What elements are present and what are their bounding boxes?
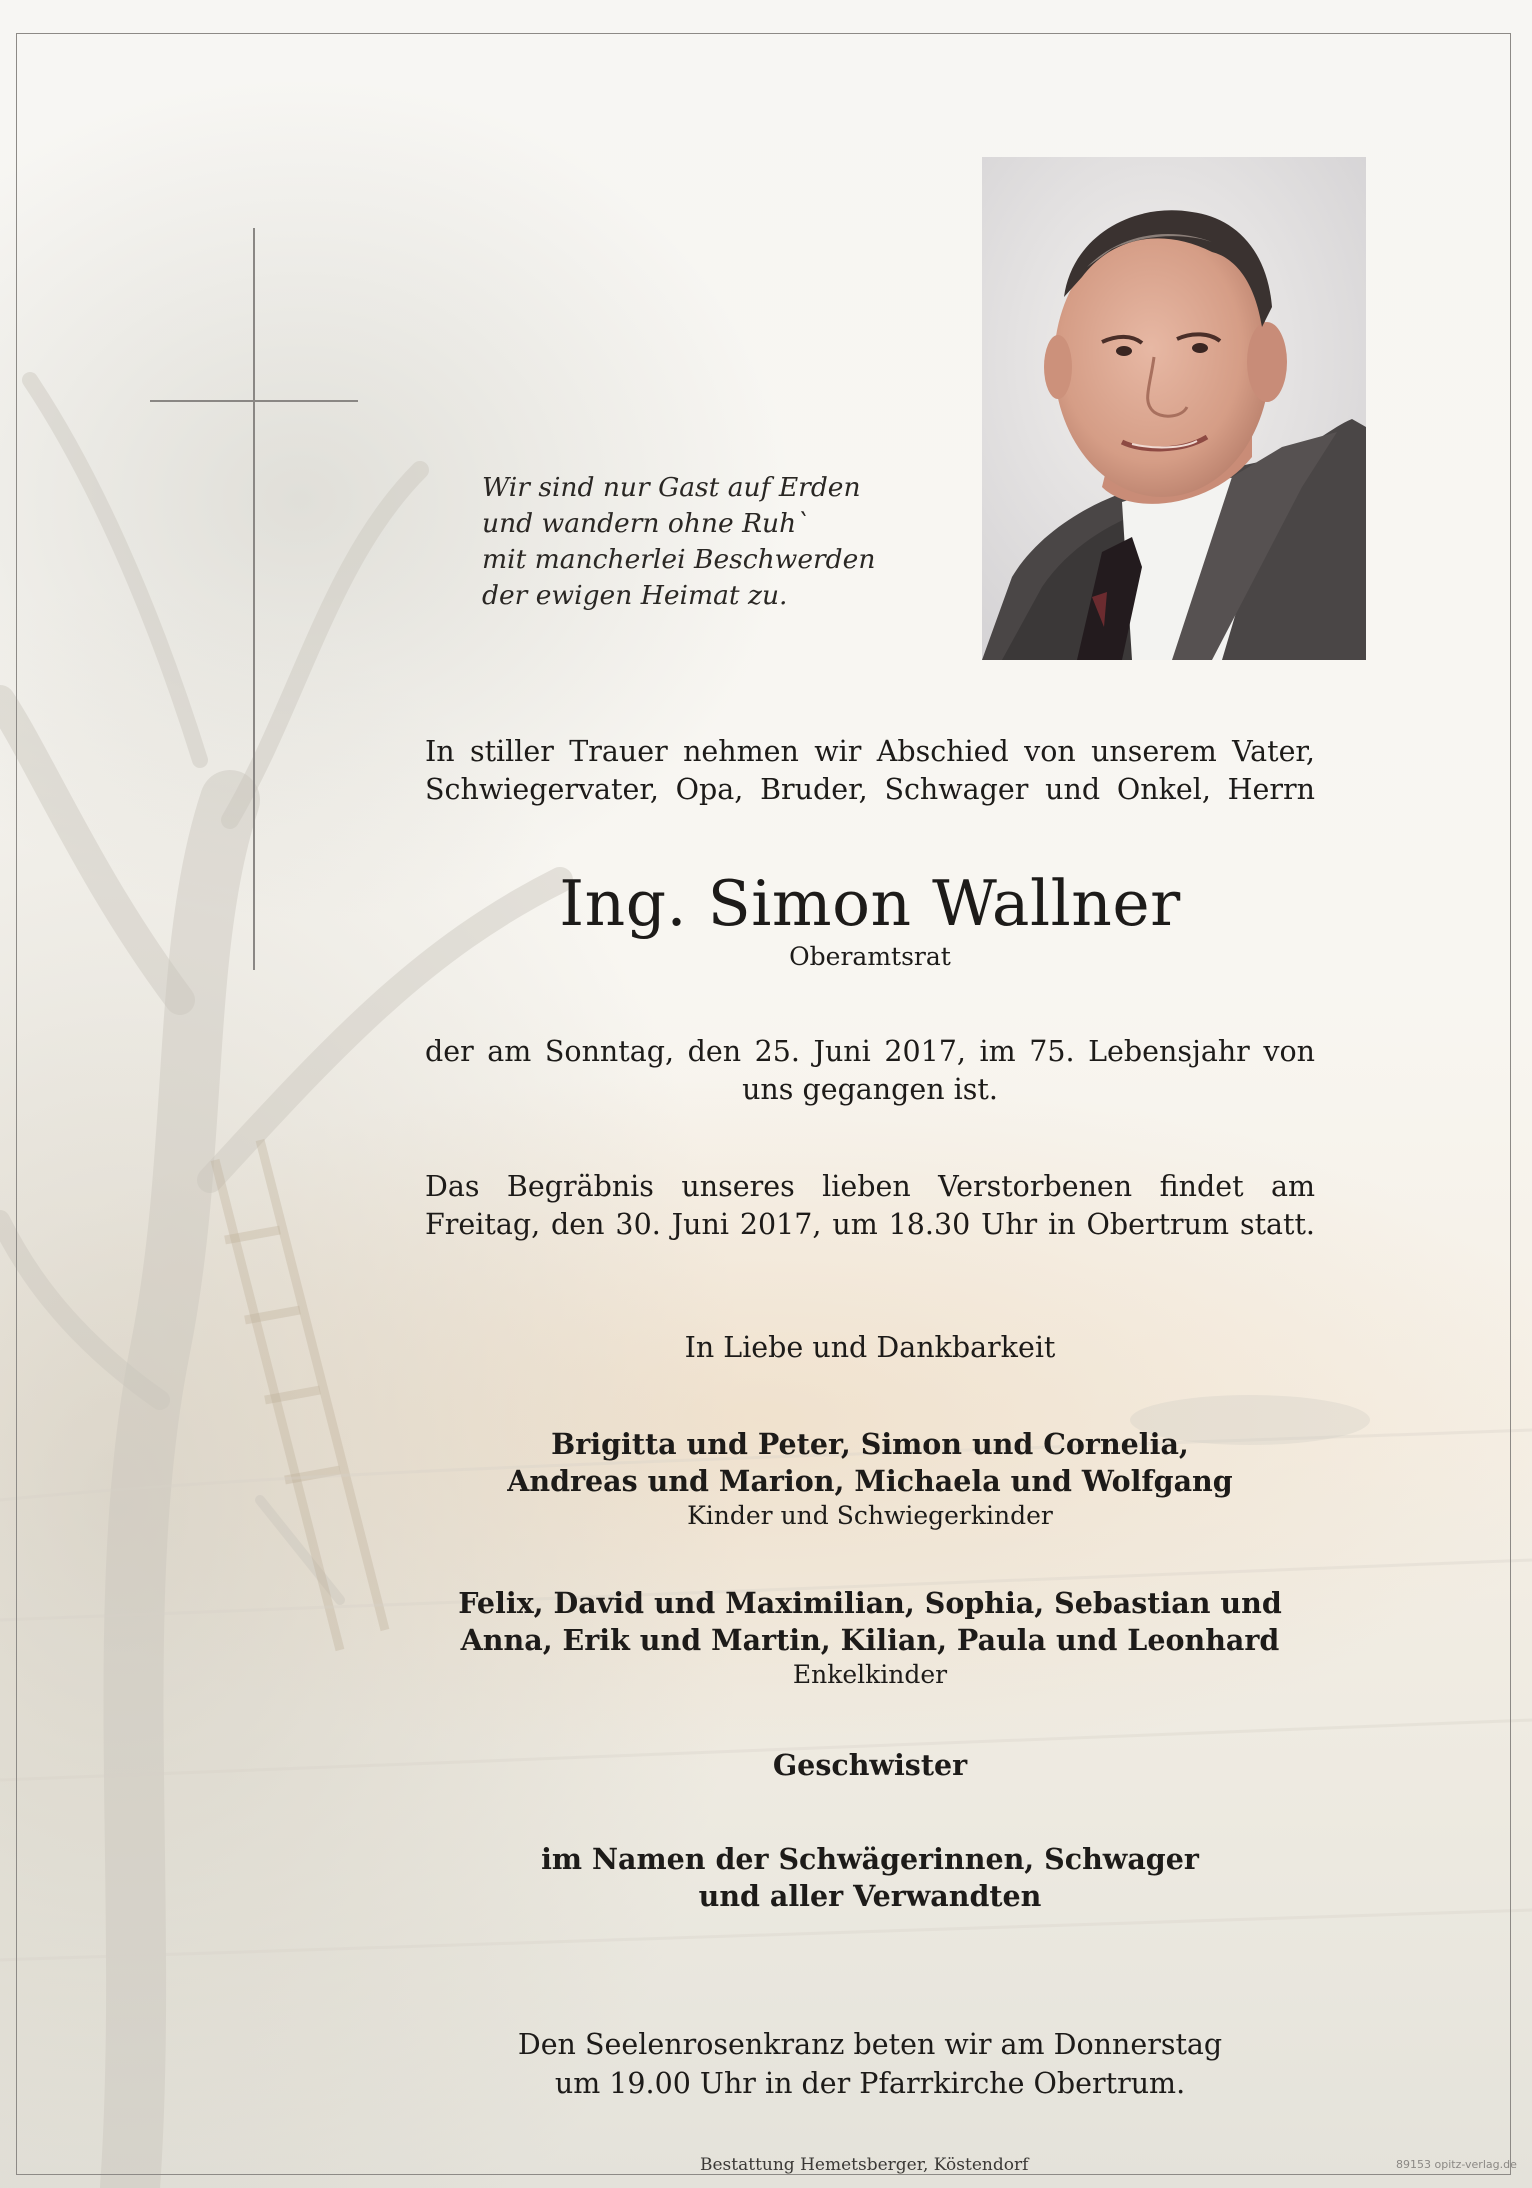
- intro-text: [425, 733, 1315, 809]
- poem-line: mit mancherlei Beschwerden: [482, 544, 876, 575]
- death-line: der am Sonntag, den 25. Juni 2017, im 75. Lebensjahr von: [425, 1035, 1315, 1068]
- rosary-notice: [425, 2025, 1315, 2103]
- death-notice: [425, 1033, 1315, 1109]
- funeral-line: Freitag, den 30. Juni 2017, um 18.30 Uhr in Obertrum statt.: [425, 1208, 1315, 1241]
- cross-crossbar: [150, 400, 358, 402]
- relatives-line: im Namen der Schwägerinnen, Schwager: [541, 1842, 1199, 1876]
- children-relation: Kinder und Schwiegerkinder: [687, 1501, 1053, 1530]
- poem: [482, 470, 875, 614]
- intro-line: Schwiegervater, Opa, Bruder, Schwager und Onkel, Herrn: [425, 773, 1315, 806]
- rosary-line: um 19.00 Uhr in der Pfarrkirche Obertrum.: [554, 2067, 1186, 2100]
- poem-line: Wir sind nur Gast auf Erden: [482, 472, 861, 503]
- death-line: uns gegangen ist.: [742, 1073, 998, 1106]
- publisher-code: 89153 opitz-verlag.de: [1396, 2158, 1517, 2171]
- relatives-text: [425, 1841, 1315, 1915]
- poem-line: und wandern ohne Ruh`: [482, 508, 810, 539]
- thanks-line: In Liebe und Dankbarkeit: [684, 1331, 1056, 1364]
- funeral-notice: [425, 1168, 1315, 1244]
- funeral-line: Das Begräbnis unseres lieben Verstorbenen findet am: [425, 1170, 1315, 1203]
- rosary-line: Den Seelenrosenkranz beten wir am Donnerstag: [517, 2028, 1223, 2061]
- siblings-line: Geschwister: [772, 1748, 968, 1782]
- deceased-title: Oberamtsrat: [789, 942, 951, 971]
- relatives-line: und aller Verwandten: [698, 1879, 1042, 1913]
- undertaker-credit: Bestattung Hemetsberger, Köstendorf: [700, 2155, 1029, 2175]
- children-names-line: Andreas und Marion, Michaela und Wolfgang: [507, 1464, 1233, 1498]
- intro-line: In stiller Trauer nehmen wir Abschied von unserem Vater,: [425, 735, 1315, 768]
- children-names: [425, 1426, 1315, 1500]
- portrait-photo: [982, 157, 1366, 660]
- grandchildren-names-line: Felix, David und Maximilian, Sophia, Sebastian und: [458, 1586, 1282, 1620]
- cross-icon: [253, 228, 255, 970]
- children-names-line: Brigitta und Peter, Simon und Cornelia,: [551, 1427, 1189, 1461]
- deceased-name: Ing. Simon Wallner: [559, 867, 1181, 940]
- grandchildren-relation: Enkelkinder: [792, 1660, 948, 1689]
- grandchildren-names: [425, 1585, 1315, 1659]
- poem-line: der ewigen Heimat zu.: [482, 580, 788, 611]
- grandchildren-names-line: Anna, Erik und Martin, Kilian, Paula und Leonhard: [460, 1623, 1280, 1657]
